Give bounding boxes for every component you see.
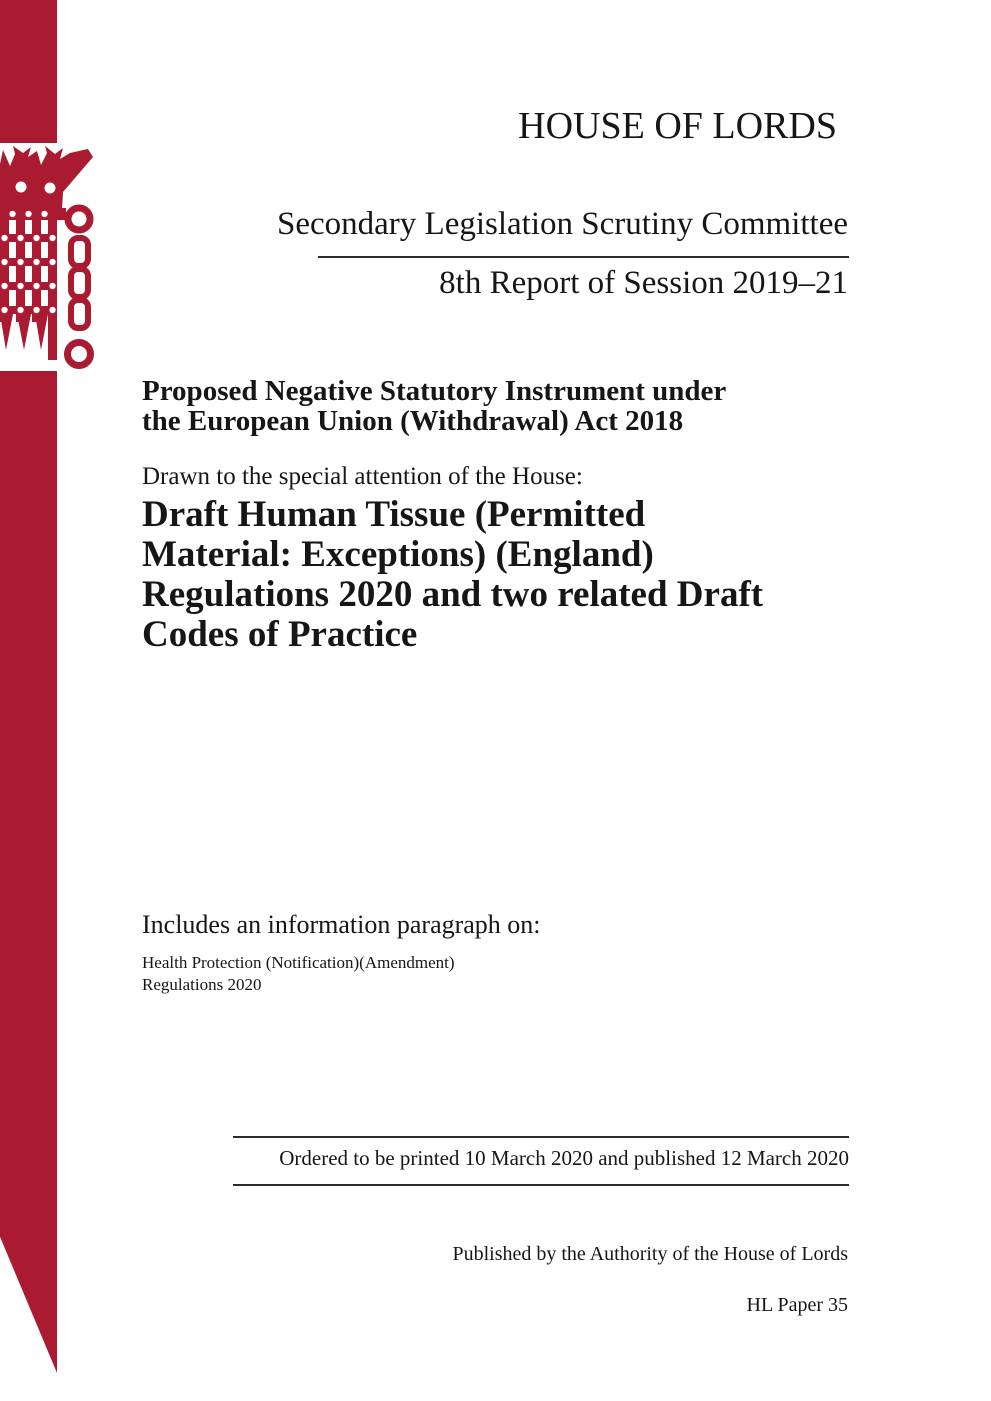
red-side-band-tapered [0,371,57,1373]
attention-note: Drawn to the special attention of the House: [142,463,583,490]
proposed-si-heading [142,376,726,436]
red-side-band-top [0,0,57,143]
report-main-title-line-3: Regulations 2020 and two related Draft [142,574,764,615]
footer-rule-top [233,1136,849,1138]
info-paragraph-line-2: Regulations 2020 [142,975,262,994]
report-main-title-line-2: Material: Exceptions) (England) [142,534,654,575]
proposed-si-heading-line-2: the European Union (Withdrawal) Act 2018 [142,405,684,437]
portcullis-icon [0,146,96,378]
report-main-title-line-4: Codes of Practice [142,614,418,655]
info-paragraph-line-1: Health Protection (Notification)(Amendment) [142,953,455,972]
header-divider-rule [318,256,849,258]
report-main-title [142,495,763,655]
published-authority-line: Published by the Authority of the House of Lords [452,1243,848,1265]
proposed-si-heading-line-1: Proposed Negative Statutory Instrument under [142,375,727,407]
footer-rule-bottom [233,1184,849,1186]
paper-number: HL Paper 35 [746,1294,848,1316]
page-title: HOUSE OF LORDS [518,105,837,147]
committee-name: Secondary Legislation Scrutiny Committee [277,206,848,242]
report-main-title-line-1: Draft Human Tissue (Permitted [142,494,646,535]
info-paragraph-item [142,952,455,996]
session-report-line: 8th Report of Session 2019–21 [439,265,848,301]
ordered-printed-line: Ordered to be printed 10 March 2020 and published 12 March 2020 [279,1146,849,1170]
includes-note: Includes an information paragraph on: [142,910,541,939]
